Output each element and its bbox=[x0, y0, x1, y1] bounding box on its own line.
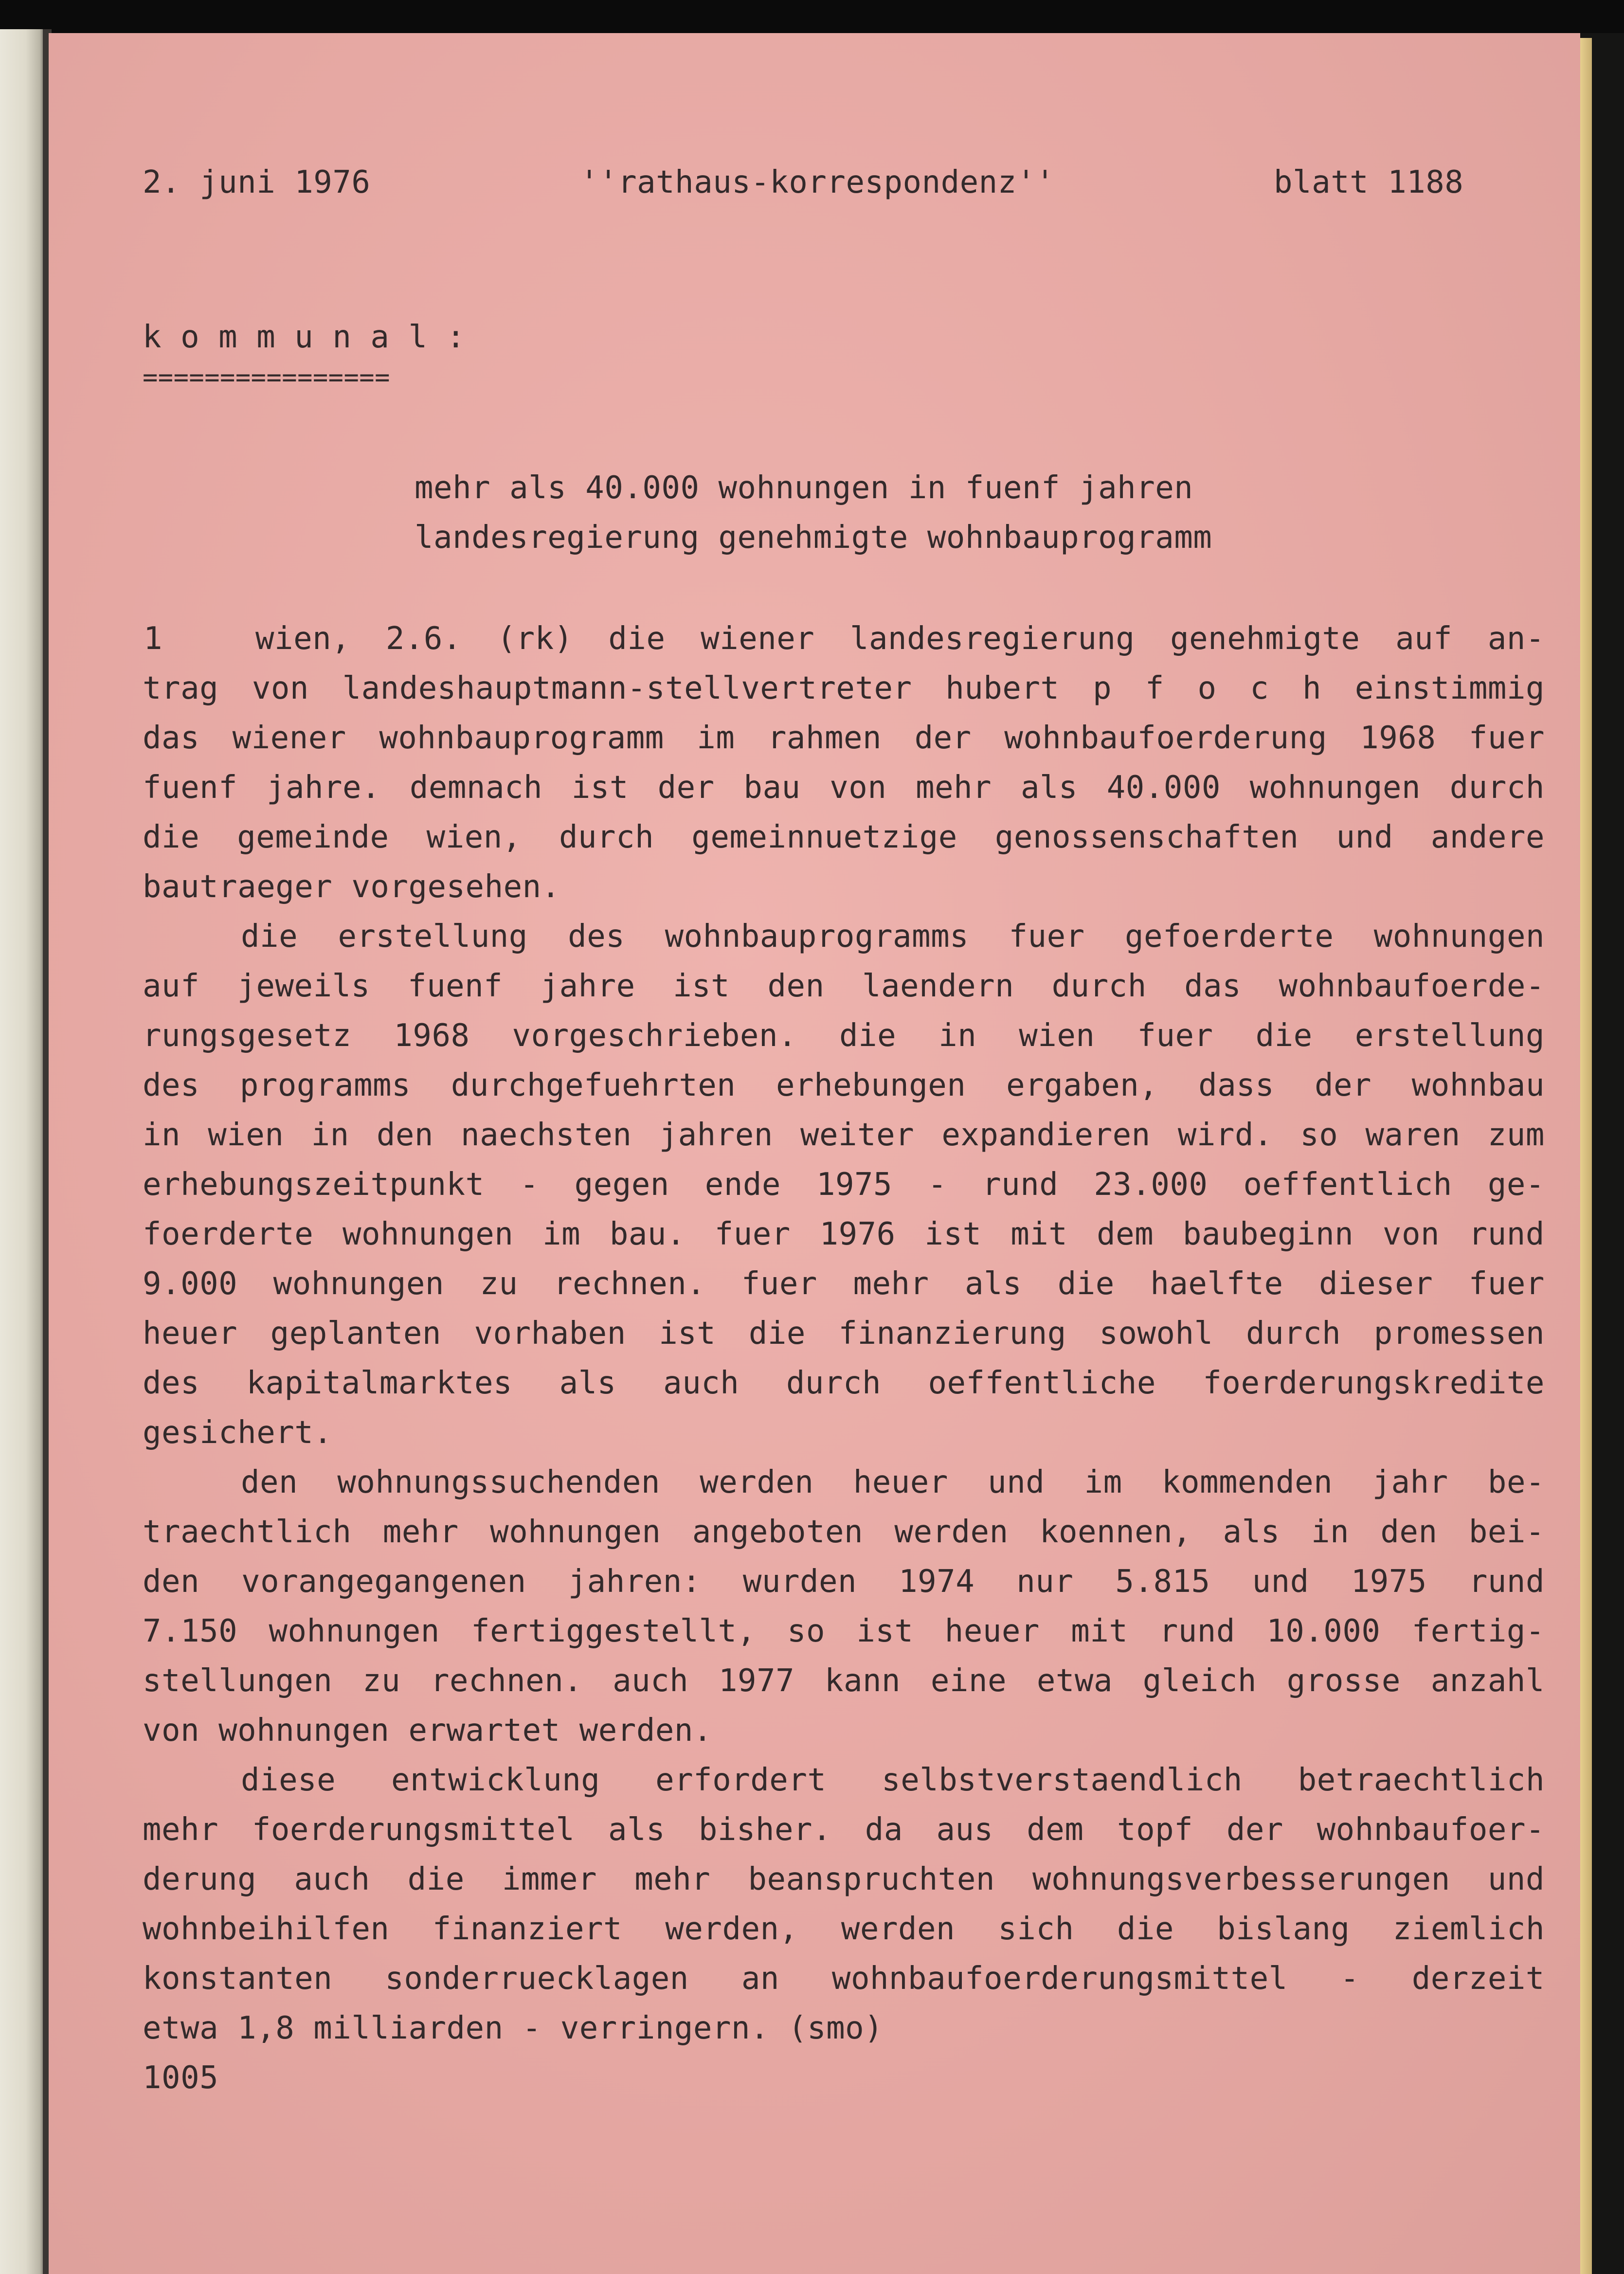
facing-page-edge bbox=[0, 29, 47, 2274]
word: auch bbox=[613, 1663, 689, 1699]
word: als bbox=[1020, 770, 1078, 806]
word: sonderruecklagen bbox=[385, 1961, 689, 1997]
article-line bbox=[143, 1265, 1545, 1303]
word: heuer bbox=[143, 1316, 238, 1352]
word: die bbox=[748, 1316, 806, 1352]
word: als bbox=[1223, 1514, 1280, 1550]
word: bau bbox=[743, 770, 801, 806]
article-line bbox=[143, 1215, 1545, 1253]
word: im bbox=[697, 720, 735, 756]
word: bislang bbox=[1217, 1911, 1350, 1947]
word: ist bbox=[856, 1613, 914, 1649]
word: wohnungssuchenden bbox=[337, 1464, 660, 1500]
word: - bbox=[928, 1167, 947, 1203]
word: wohnbaufoerderungsmittel bbox=[831, 1961, 1288, 1997]
word: den bbox=[1380, 1514, 1438, 1550]
word: ist bbox=[673, 968, 730, 1004]
word: andere bbox=[1430, 819, 1545, 855]
word: etwa bbox=[1036, 1663, 1113, 1699]
article-line bbox=[241, 1761, 1545, 1799]
word: baubeginn bbox=[1182, 1216, 1354, 1252]
word: rund bbox=[1468, 1216, 1545, 1252]
word: ist bbox=[924, 1216, 982, 1252]
word: jahre bbox=[540, 968, 635, 1004]
word: das bbox=[143, 720, 200, 756]
word: bei- bbox=[1468, 1514, 1545, 1550]
word: koennen, bbox=[1039, 1514, 1192, 1550]
word: wohnungen bbox=[269, 1613, 440, 1649]
word: mehr bbox=[634, 1861, 711, 1897]
article-line bbox=[143, 1513, 1545, 1551]
word: der bbox=[657, 770, 715, 806]
word: hubert bbox=[945, 670, 1060, 706]
article-line bbox=[143, 1166, 1545, 1204]
word: ziemlich bbox=[1392, 1911, 1545, 1947]
word: 5.815 bbox=[1115, 1564, 1210, 1600]
word: gefoerderte bbox=[1125, 919, 1334, 955]
word: geplanten bbox=[270, 1316, 441, 1352]
word: da bbox=[865, 1812, 903, 1848]
word: zu bbox=[362, 1663, 401, 1699]
article-line bbox=[143, 669, 1545, 707]
word: durch bbox=[559, 819, 654, 855]
item-number: 1 bbox=[144, 621, 163, 657]
word: fuenf bbox=[408, 968, 503, 1004]
word: wohnbeihilfen bbox=[143, 1911, 390, 1947]
word: den bbox=[376, 1117, 433, 1153]
word: dass bbox=[1198, 1067, 1275, 1103]
word: rahmen bbox=[767, 720, 882, 756]
word: wohnbaufoerde- bbox=[1279, 968, 1545, 1004]
document-page bbox=[49, 33, 1580, 2274]
word: die bbox=[839, 1018, 897, 1054]
word: 1976 bbox=[819, 1216, 896, 1252]
word: jahr bbox=[1372, 1464, 1448, 1500]
word: fuer bbox=[1468, 1266, 1545, 1302]
word: mehr bbox=[143, 1812, 219, 1848]
word: wohnungsverbesserungen bbox=[1032, 1861, 1450, 1897]
word: gegen bbox=[574, 1167, 669, 1203]
scan-background-top bbox=[0, 0, 1624, 33]
word: auch bbox=[663, 1365, 740, 1401]
article-line bbox=[143, 1811, 1545, 1849]
word: fuer bbox=[1137, 1018, 1213, 1054]
word: von bbox=[252, 670, 309, 706]
word: wiener bbox=[701, 621, 815, 657]
word: trag bbox=[143, 670, 219, 706]
word: der bbox=[914, 720, 972, 756]
word: foerderungskredite bbox=[1203, 1365, 1545, 1401]
word: rungsgesetz bbox=[143, 1018, 352, 1054]
word: be- bbox=[1487, 1464, 1545, 1500]
word: eine bbox=[930, 1663, 1007, 1699]
article-line: etwa 1,8 milliarden - verringern. (smo) bbox=[143, 2010, 884, 2046]
word: h bbox=[1302, 670, 1321, 706]
header-sheet-number: blatt 1188 bbox=[1274, 164, 1464, 200]
word: p bbox=[1093, 670, 1112, 706]
word: fertiggestellt, bbox=[471, 1613, 756, 1649]
article-line bbox=[143, 1612, 1545, 1650]
word: des bbox=[568, 919, 625, 955]
section-underline: ================ bbox=[143, 363, 390, 392]
article-line bbox=[143, 769, 1545, 807]
article-line bbox=[143, 818, 1545, 856]
word: einstimmig bbox=[1354, 670, 1545, 706]
word: entwicklung bbox=[391, 1762, 600, 1798]
word: 23.000 bbox=[1094, 1167, 1208, 1203]
word: dem bbox=[1027, 1812, 1084, 1848]
word: foerderungsmittel bbox=[252, 1812, 575, 1848]
word: den bbox=[241, 1464, 298, 1500]
word: des bbox=[143, 1067, 200, 1103]
word: beanspruchten bbox=[748, 1861, 995, 1897]
word: fuer bbox=[741, 1266, 817, 1302]
word: wohnbaufoer- bbox=[1317, 1812, 1545, 1848]
article-line bbox=[143, 1910, 1545, 1948]
word: auf bbox=[1395, 621, 1453, 657]
word: 1975 bbox=[1351, 1564, 1427, 1600]
word: jahre. bbox=[266, 770, 381, 806]
word: wohnbau bbox=[1411, 1067, 1545, 1103]
word: 1975 bbox=[816, 1167, 893, 1203]
word: ende bbox=[704, 1167, 781, 1203]
word: bau. bbox=[609, 1216, 686, 1252]
word: anzahl bbox=[1430, 1663, 1545, 1699]
word: wohnbauprogramm bbox=[379, 720, 664, 756]
word: topf bbox=[1117, 1812, 1193, 1848]
word: wien, bbox=[255, 621, 351, 657]
word: heuer bbox=[944, 1613, 1040, 1649]
word: wohnungen bbox=[343, 1216, 514, 1252]
word: wohnungen bbox=[1249, 770, 1421, 806]
word: mehr bbox=[916, 770, 992, 806]
word: wohnbauprogramms bbox=[665, 919, 969, 955]
word: derung bbox=[143, 1861, 257, 1897]
word: und bbox=[1336, 819, 1393, 855]
word: kann bbox=[824, 1663, 901, 1699]
header-publication: ''rathaus-korrespondenz'' bbox=[580, 164, 1055, 200]
word: die bbox=[1255, 1018, 1313, 1054]
word: heuer bbox=[853, 1464, 948, 1500]
word: wohnungen bbox=[273, 1266, 444, 1302]
word: wird. bbox=[1177, 1117, 1273, 1153]
word: die bbox=[1057, 1266, 1115, 1302]
word: rund bbox=[982, 1167, 1059, 1203]
word: durch bbox=[1246, 1316, 1341, 1352]
word: bisher. bbox=[698, 1812, 832, 1848]
word: dem bbox=[1097, 1216, 1154, 1252]
word: werden bbox=[841, 1911, 956, 1947]
word: 1968 bbox=[1360, 720, 1436, 756]
word: landeshauptmann-stellvertreter bbox=[342, 670, 912, 706]
word: gemeinnuetzige bbox=[691, 819, 957, 855]
article-line bbox=[143, 1116, 1545, 1154]
word: sich bbox=[998, 1911, 1074, 1947]
word: 1974 bbox=[899, 1564, 975, 1600]
word: fuer bbox=[714, 1216, 791, 1252]
word: 40.000 bbox=[1106, 770, 1221, 806]
word: erhebungszeitpunkt bbox=[143, 1167, 485, 1203]
word: mehr bbox=[853, 1266, 929, 1302]
word: genossenschaften bbox=[994, 819, 1299, 855]
word: die bbox=[407, 1861, 465, 1897]
word: naechsten bbox=[461, 1117, 632, 1153]
word: die bbox=[241, 919, 298, 955]
article-line bbox=[241, 1463, 1545, 1501]
word: - bbox=[520, 1167, 539, 1203]
word: wiener bbox=[232, 720, 346, 756]
word: erfordert bbox=[655, 1762, 827, 1798]
word: den bbox=[143, 1564, 200, 1600]
word: - bbox=[1340, 1961, 1359, 1997]
word: oeffentlich bbox=[1243, 1167, 1452, 1203]
word: dieser bbox=[1319, 1266, 1433, 1302]
word: landesregierung bbox=[849, 621, 1135, 657]
word: erstellung bbox=[338, 919, 528, 955]
word: von bbox=[830, 770, 887, 806]
word: c bbox=[1250, 670, 1269, 706]
word: 10.000 bbox=[1266, 1613, 1381, 1649]
word: in bbox=[143, 1117, 181, 1153]
word: 9.000 bbox=[143, 1266, 238, 1302]
word: in bbox=[938, 1018, 977, 1054]
word: werden bbox=[700, 1464, 814, 1500]
word: an- bbox=[1487, 621, 1545, 657]
word: der bbox=[1314, 1067, 1372, 1103]
word: als bbox=[608, 1812, 666, 1848]
word: wohnbaufoerderung bbox=[1004, 720, 1327, 756]
headline-line-2: landesregierung genehmigte wohnbauprogramm bbox=[415, 520, 1212, 556]
article-line bbox=[143, 719, 1545, 757]
article-line bbox=[143, 1315, 1545, 1353]
word: als bbox=[559, 1365, 616, 1401]
word: laendern bbox=[862, 968, 1014, 1004]
article-line bbox=[143, 967, 1545, 1005]
word: 1968 bbox=[394, 1018, 470, 1054]
word: diese bbox=[241, 1762, 336, 1798]
word: auch bbox=[294, 1861, 370, 1897]
article-line bbox=[255, 620, 1545, 658]
word: programms bbox=[239, 1067, 411, 1103]
word: traechtlich bbox=[143, 1514, 352, 1550]
word: selbstverstaendlich bbox=[882, 1762, 1243, 1798]
article-line: gesichert. bbox=[143, 1415, 333, 1451]
word: rechnen. bbox=[431, 1663, 583, 1699]
word: aus bbox=[936, 1812, 993, 1848]
headline-line-1: mehr als 40.000 wohnungen in fuenf jahren bbox=[415, 470, 1193, 506]
word: und bbox=[988, 1464, 1045, 1500]
word: so bbox=[1300, 1117, 1338, 1153]
word: foerderte bbox=[143, 1216, 314, 1252]
word: stellungen bbox=[143, 1663, 333, 1699]
header-date: 2. juni 1976 bbox=[143, 164, 371, 200]
word: ge- bbox=[1487, 1167, 1545, 1203]
word: betraechtlich bbox=[1298, 1762, 1545, 1798]
word: 7.150 bbox=[143, 1613, 238, 1649]
word: wien bbox=[1019, 1018, 1095, 1054]
word: der bbox=[1226, 1812, 1283, 1848]
article-line bbox=[143, 1066, 1545, 1104]
word: kapitalmarktes bbox=[246, 1365, 513, 1401]
word: die bbox=[608, 621, 666, 657]
word: angeboten bbox=[692, 1514, 864, 1550]
word: 2.6. bbox=[385, 621, 462, 657]
word: rechnen. bbox=[554, 1266, 706, 1302]
word: vorhaben bbox=[474, 1316, 626, 1352]
word: die bbox=[1117, 1911, 1174, 1947]
word: zu bbox=[480, 1266, 518, 1302]
article-line bbox=[143, 1860, 1545, 1898]
word: im bbox=[542, 1216, 581, 1252]
word: in bbox=[1311, 1514, 1350, 1550]
word: jeweils bbox=[237, 968, 370, 1004]
word: grosse bbox=[1286, 1663, 1401, 1699]
word: gemeinde bbox=[237, 819, 389, 855]
word: durch bbox=[1051, 968, 1147, 1004]
word: vorgeschrieben. bbox=[512, 1018, 797, 1054]
word: oeffentliche bbox=[928, 1365, 1156, 1401]
article-line bbox=[143, 1960, 1545, 1998]
word: finanziert bbox=[432, 1911, 623, 1947]
footer-code: 1005 bbox=[143, 2060, 219, 2096]
word: an bbox=[741, 1961, 779, 1997]
word: das bbox=[1184, 968, 1242, 1004]
word: und bbox=[1487, 1861, 1545, 1897]
article-line bbox=[143, 1364, 1545, 1402]
word: des bbox=[143, 1365, 200, 1401]
word: weiter bbox=[800, 1117, 915, 1153]
word: von bbox=[1382, 1216, 1440, 1252]
article-line bbox=[143, 1017, 1545, 1055]
word: in bbox=[311, 1117, 349, 1153]
word: wien bbox=[208, 1117, 284, 1153]
word: immer bbox=[502, 1861, 597, 1897]
word: demnach bbox=[409, 770, 543, 806]
word: rund bbox=[1159, 1613, 1235, 1649]
word: jahren: bbox=[568, 1564, 701, 1600]
word: jahren bbox=[659, 1117, 773, 1153]
word: konstanten bbox=[143, 1961, 333, 1997]
word: ist bbox=[659, 1316, 716, 1352]
article-line: von wohnungen erwartet werden. bbox=[143, 1713, 712, 1749]
word: expandieren bbox=[941, 1117, 1151, 1153]
word: fertig- bbox=[1411, 1613, 1545, 1649]
word: fuenf bbox=[143, 770, 238, 806]
word: f bbox=[1145, 670, 1164, 706]
word: finanzierung bbox=[838, 1316, 1066, 1352]
word: mit bbox=[1010, 1216, 1068, 1252]
word: waren bbox=[1365, 1117, 1461, 1153]
section-title: k o m m u n a l : bbox=[143, 319, 466, 355]
word: ergaben, bbox=[1006, 1067, 1158, 1103]
word: durch bbox=[786, 1365, 881, 1401]
word: auf bbox=[143, 968, 200, 1004]
article-line bbox=[143, 1662, 1545, 1700]
word: als bbox=[965, 1266, 1022, 1302]
word: werden bbox=[894, 1514, 1009, 1550]
word: werden, bbox=[665, 1911, 798, 1947]
word: 1977 bbox=[719, 1663, 795, 1699]
word: promessen bbox=[1373, 1316, 1545, 1352]
word: nur bbox=[1016, 1564, 1074, 1600]
word: durchgefuehrten bbox=[451, 1067, 736, 1103]
word: sowohl bbox=[1099, 1316, 1213, 1352]
word: wien, bbox=[426, 819, 522, 855]
word: rund bbox=[1468, 1564, 1545, 1600]
word: erstellung bbox=[1354, 1018, 1545, 1054]
word: gleich bbox=[1142, 1663, 1257, 1699]
word: (rk) bbox=[497, 621, 573, 657]
article-line bbox=[143, 1563, 1545, 1601]
word: und bbox=[1252, 1564, 1309, 1600]
word: vorangegangenen bbox=[241, 1564, 526, 1600]
article-line: bautraeger vorgesehen. bbox=[143, 869, 560, 905]
word: fuer bbox=[1468, 720, 1545, 756]
word: so bbox=[787, 1613, 825, 1649]
word: genehmigte bbox=[1170, 621, 1360, 657]
word: wohnungen bbox=[1373, 919, 1545, 955]
word: mit bbox=[1071, 1613, 1128, 1649]
word: wohnungen bbox=[490, 1514, 661, 1550]
word: erhebungen bbox=[776, 1067, 966, 1103]
word: kommenden bbox=[1161, 1464, 1333, 1500]
word: den bbox=[767, 968, 825, 1004]
word: haelfte bbox=[1150, 1266, 1283, 1302]
word: derzeit bbox=[1411, 1961, 1545, 1997]
word: die bbox=[143, 819, 200, 855]
word: zum bbox=[1487, 1117, 1545, 1153]
word: ist bbox=[571, 770, 629, 806]
word: wurden bbox=[742, 1564, 857, 1600]
word: mehr bbox=[382, 1514, 459, 1550]
article-line bbox=[241, 918, 1545, 956]
word: o bbox=[1197, 670, 1217, 706]
word: durch bbox=[1449, 770, 1545, 806]
word: fuer bbox=[1009, 919, 1085, 955]
word: im bbox=[1084, 1464, 1122, 1500]
